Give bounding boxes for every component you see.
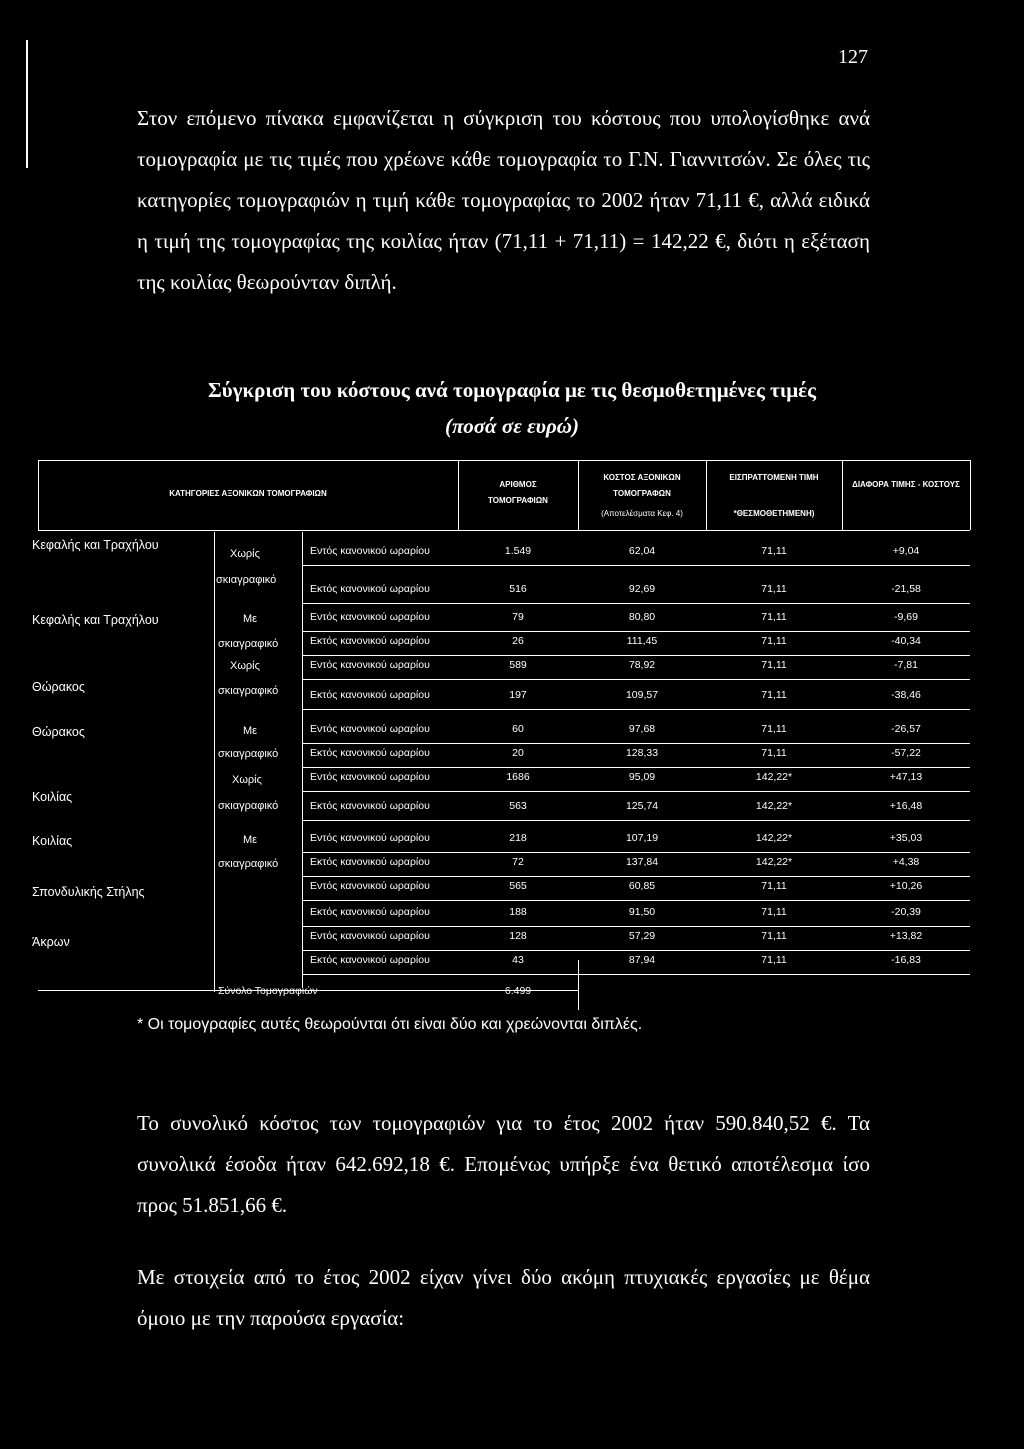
schedule-cell: Εκτός κανονικού ωραρίου xyxy=(310,747,430,759)
contrast-label: σκιαγραφικό xyxy=(218,638,279,650)
contrast-label: Χωρίς xyxy=(230,548,260,560)
diff-cell: -9,69 xyxy=(894,611,918,623)
price-cell: 71,11 xyxy=(761,635,787,647)
schedule-cell: Εντός κανονικού ωραρίου xyxy=(310,930,430,942)
cost-cell: 111,45 xyxy=(626,635,658,647)
category-label: Κοιλίας xyxy=(32,790,73,804)
contrast-label: Με xyxy=(243,725,258,737)
header-cost: ΚΟΣΤΟΣ ΑΞΟΝΙΚΩΝ ΤΟΜΟΓΡΑΦΩΝ xyxy=(603,473,681,498)
header-count: ΑΡΙΘΜΟΣ ΤΟΜΟΓΡΑΦΙΩΝ xyxy=(488,480,548,505)
price-cell: 142,22* xyxy=(755,832,793,844)
diff-cell: -20,39 xyxy=(891,906,921,918)
contrast-label: σκιαγραφικό xyxy=(216,574,277,586)
price-cell: 71,11 xyxy=(761,659,787,671)
schedule-cell: Εντός κανονικού ωραρίου xyxy=(310,545,430,557)
header-category: ΚΑΤΗΓΟΡΙΕΣ ΑΞΟΝΙΚΩΝ ΤΟΜΟΓΡΑΦΙΩΝ xyxy=(169,489,327,498)
contrast-label: Χωρίς xyxy=(230,660,260,672)
price-cell: 71,11 xyxy=(761,747,787,759)
schedule-cell: Εντός κανονικού ωραρίου xyxy=(310,659,430,671)
contrast-label: σκιαγραφικό xyxy=(218,748,279,760)
cost-cell: 125,74 xyxy=(625,800,659,812)
intro-paragraph: Στον επόμενο πίνακα εμφανίζεται η σύγκριση του κόστους που υπολογίσθηκε ανά τομογραφία με τις τιμές που χρέωνε κάθε τομογραφία το Γ.Ν. Γιαννιτσών. Σε όλες τις κατηγορίες τομογραφιών η τιμή κάθε τομογραφίας το 2002 ήταν 71,11 €, αλλά ειδικά η τιμή της τομογραφίας της κοιλίας ήταν (71,11 + 71,11) = 142,22 €, διότι η εξέταση της κοιλίας θεωρούνταν διπλή. xyxy=(137,106,870,294)
cost-cell: 91,50 xyxy=(628,906,656,918)
cost-cell: 109,57 xyxy=(625,689,659,701)
contrast-label: σκιαγραφικό xyxy=(218,685,279,697)
total-count: 6.499 xyxy=(504,985,532,997)
cost-cell: 62,04 xyxy=(628,545,656,557)
diff-cell: +16,48 xyxy=(889,800,923,812)
schedule-cell: Εντός κανονικού ωραρίου xyxy=(310,771,430,783)
diff-cell: +10,26 xyxy=(889,880,923,892)
price-cell: 142,22* xyxy=(755,771,793,783)
contrast-label: σκιαγραφικό xyxy=(218,800,279,812)
total-label: Σύνολο Τομογραφιών xyxy=(218,985,318,997)
table-title: Σύγκριση του κόστους ανά τομογραφία με τις θεσμοθετημένες τιμές xyxy=(208,378,816,402)
schedule-cell: Εκτός κανονικού ωραρίου xyxy=(310,635,430,647)
schedule-cell: Εκτός κανονικού ωραρίου xyxy=(310,689,430,701)
comparison-table xyxy=(32,460,970,1000)
price-cell: 71,11 xyxy=(761,611,787,623)
cost-cell: 137,84 xyxy=(625,856,659,868)
category-label: Κεφαλής και Τραχήλου xyxy=(32,613,159,627)
count-cell: 26 xyxy=(512,635,524,647)
price-cell: 71,11 xyxy=(761,723,787,735)
header-price-note: *ΘΕΣΜΟΘΕΤΗΜΕΝΗ) xyxy=(733,509,815,518)
price-cell: 142,22* xyxy=(755,800,793,812)
price-cell: 71,11 xyxy=(761,906,787,918)
count-cell: 72 xyxy=(512,856,524,868)
diff-cell: +9,04 xyxy=(892,545,920,557)
count-cell: 43 xyxy=(512,954,524,966)
price-cell: 71,11 xyxy=(761,583,787,595)
cost-cell: 92,69 xyxy=(628,583,656,595)
paragraph-total-cost: Το συνολικό κόστος των τομογραφιών για το έτος 2002 ήταν 590.840,52 €. Τα συνολικά έσοδα ήταν 642.692,18 €. Επομένως υπήρξε ένα θετικό αποτέλεσμα ίσο προς 51.851,66 €. xyxy=(137,1111,870,1217)
header-diff: ΔΙΑΦΟΡΑ ΤΙΜΗΣ - ΚΟΣΤΟΥΣ xyxy=(852,480,960,489)
price-cell: 71,11 xyxy=(761,954,787,966)
diff-cell: -40,34 xyxy=(891,635,921,647)
count-cell: 516 xyxy=(509,583,527,595)
count-cell: 565 xyxy=(509,880,527,892)
schedule-cell: Εντός κανονικού ωραρίου xyxy=(310,723,430,735)
schedule-cell: Εκτός κανονικού ωραρίου xyxy=(310,906,430,918)
count-cell: 1686 xyxy=(506,771,530,783)
diff-cell: -21,58 xyxy=(891,583,921,595)
count-cell: 563 xyxy=(509,800,527,812)
schedule-cell: Εκτός κανονικού ωραρίου xyxy=(310,856,430,868)
schedule-cell: Εκτός κανονικού ωραρίου xyxy=(310,583,430,595)
diff-cell: -7,81 xyxy=(894,659,918,671)
paragraph-related-work: Με στοιχεία από το έτος 2002 είχαν γίνει δύο ακόμη πτυχιακές εργασίες με θέμα όμοιο με την παρούσα εργασία: xyxy=(137,1265,870,1330)
cost-cell: 60,85 xyxy=(628,880,656,892)
contrast-label: Με xyxy=(243,834,258,846)
margin-line xyxy=(26,40,28,168)
price-cell: 71,11 xyxy=(761,930,787,942)
category-label: Σπονδυλικής Στήλης xyxy=(32,885,145,899)
count-cell: 218 xyxy=(509,832,527,844)
cost-cell: 95,09 xyxy=(628,771,656,783)
count-cell: 128 xyxy=(509,930,527,942)
category-label: Άκρων xyxy=(32,935,70,949)
diff-cell: -16,83 xyxy=(891,954,921,966)
contrast-label: σκιαγραφικό xyxy=(218,858,279,870)
count-cell: 60 xyxy=(512,723,524,735)
diff-cell: +4,38 xyxy=(892,856,920,868)
category-label: Κοιλίας xyxy=(32,834,73,848)
schedule-cell: Εκτός κανονικού ωραρίου xyxy=(310,954,430,966)
contrast-label: Χωρίς xyxy=(232,774,262,786)
cost-cell: 78,92 xyxy=(628,659,656,671)
count-cell: 20 xyxy=(512,747,524,759)
cost-cell: 87,94 xyxy=(628,954,656,966)
diff-cell: +47,13 xyxy=(889,771,923,783)
cost-cell: 80,80 xyxy=(628,611,656,623)
count-cell: 197 xyxy=(509,689,527,701)
price-cell: 71,11 xyxy=(761,689,787,701)
contrast-label: Με xyxy=(243,613,258,625)
schedule-cell: Εντός κανονικού ωραρίου xyxy=(310,611,430,623)
cost-cell: 107,19 xyxy=(625,832,659,844)
category-label: Θώρακος xyxy=(32,725,85,739)
diff-cell: -38,46 xyxy=(891,689,921,701)
schedule-cell: Εντός κανονικού ωραρίου xyxy=(310,832,430,844)
diff-cell: +13,82 xyxy=(889,930,923,942)
table-subtitle: (ποσά σε ευρώ) xyxy=(445,414,579,438)
diff-cell: -26,57 xyxy=(891,723,921,735)
count-cell: 79 xyxy=(512,611,524,623)
diff-cell: +35,03 xyxy=(889,832,923,844)
count-cell: 188 xyxy=(509,906,527,918)
price-cell: 142,22* xyxy=(755,856,793,868)
header-price: ΕΙΣΠΡΑΤΤΟΜΕΝΗ ΤΙΜΗ xyxy=(729,473,819,482)
cost-cell: 128,33 xyxy=(625,747,659,759)
schedule-cell: Εντός κανονικού ωραρίου xyxy=(310,880,430,892)
schedule-cell: Εκτός κανονικού ωραρίου xyxy=(310,800,430,812)
price-cell: 71,11 xyxy=(761,880,787,892)
page-number: 127 xyxy=(838,46,868,68)
category-label: Θώρακος xyxy=(32,680,85,694)
header-cost-note: (Αποτελέσματα Κεφ. 4) xyxy=(601,509,683,518)
category-label: Κεφαλής και Τραχήλου xyxy=(32,538,159,552)
table-footnote: * Οι τομογραφίες αυτές θεωρούνται ότι είναι δύο και χρεώνονται διπλές. xyxy=(137,1016,643,1033)
cost-cell: 57,29 xyxy=(628,930,656,942)
cost-cell: 97,68 xyxy=(628,723,656,735)
count-cell: 589 xyxy=(509,659,527,671)
count-cell: 1.549 xyxy=(504,545,532,557)
diff-cell: -57,22 xyxy=(891,747,921,759)
price-cell: 71,11 xyxy=(761,545,787,557)
